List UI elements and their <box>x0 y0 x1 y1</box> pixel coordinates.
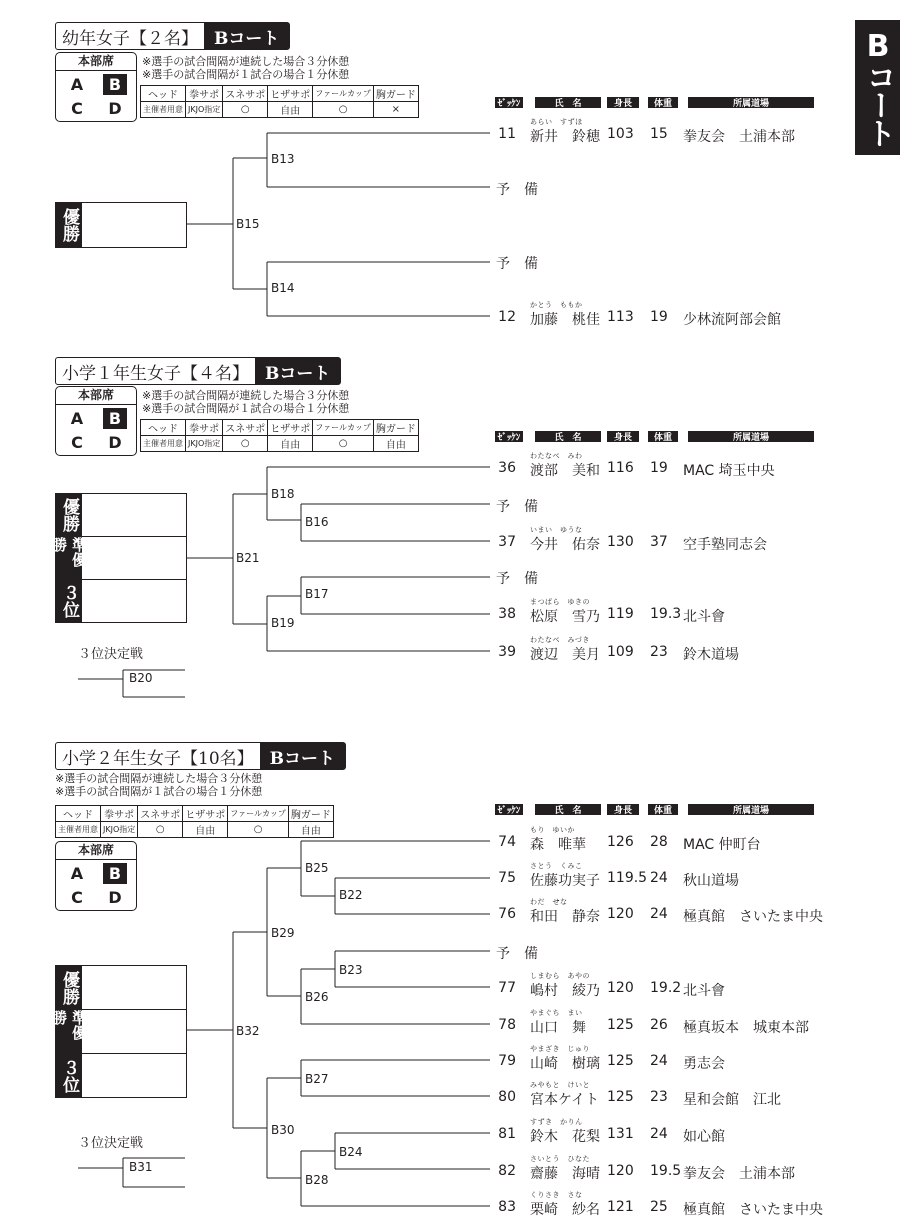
eq-fist-value: JKJO指定 <box>101 822 138 838</box>
seat-c: C <box>71 432 83 452</box>
entry-furigana: さとう くみこ <box>530 862 583 870</box>
entry-number: 39 <box>498 644 516 660</box>
entry-number: 83 <box>498 1199 516 1215</box>
note-line: ※選手の試合間隔が１試合の場合１分休憩 <box>142 402 350 415</box>
entry-weight: 25 <box>650 1199 668 1215</box>
entry-weight: 28 <box>650 834 668 850</box>
result-label: 準優勝 <box>56 1010 82 1053</box>
seat-a: A <box>70 863 84 883</box>
entry-row <box>0 1044 900 1070</box>
col-weight: 体重 <box>648 804 678 815</box>
headquarters-seat <box>55 386 137 456</box>
entry-row <box>0 897 900 923</box>
result-label: ３位 <box>56 1054 82 1097</box>
seat-header: 本部席 <box>56 842 136 860</box>
col-weight: 体重 <box>648 431 678 442</box>
col-name: 氏 名 <box>535 431 601 442</box>
entry-number: 78 <box>498 1017 516 1033</box>
entry-weight: 24 <box>650 1053 668 1069</box>
section-title-text: 小学１年生女子【４名】 <box>62 363 249 384</box>
col-weight: 体重 <box>648 97 678 108</box>
entry-number: 82 <box>498 1163 516 1179</box>
match-label: B30 <box>271 1123 295 1137</box>
entry-furigana: かとう ももか <box>530 301 583 309</box>
entry-furigana: わたなべ みわ <box>530 452 583 460</box>
entry-height: 130 <box>607 534 634 550</box>
entry-furigana: しまむら あやの <box>530 972 590 980</box>
note-line: ※選手の試合間隔が連続した場合３分休憩 <box>142 389 350 402</box>
entry-weight: 37 <box>650 534 668 550</box>
entry-dojo: 秋山道場 <box>683 873 739 889</box>
col-name: 氏 名 <box>535 804 601 815</box>
eq-knee-header: ヒザサポ <box>183 806 228 822</box>
entry-dojo: 極真館 さいたま中央 <box>683 1202 823 1218</box>
entry-height: 120 <box>607 906 634 922</box>
entry-height: 125 <box>607 1017 634 1033</box>
entry-weight: 19 <box>650 309 668 325</box>
entry-name: 渡部 美和 <box>530 463 600 479</box>
eq-fist-value: JKJO指定 <box>186 102 223 118</box>
eq-knee-value: 自由 <box>268 436 313 452</box>
entry-height: 125 <box>607 1089 634 1105</box>
entry-number: 79 <box>498 1053 516 1069</box>
eq-shin-value: ○ <box>223 436 268 452</box>
col-zekken: ｾﾞｯｹﾝ <box>495 97 523 108</box>
entry-dojo: 鈴木道場 <box>683 647 739 663</box>
entry-row <box>0 1190 900 1216</box>
entry-height: 121 <box>607 1199 634 1215</box>
entry-height: 119 <box>607 606 634 622</box>
match-label: B27 <box>305 1072 329 1086</box>
section-title-grade2-girls <box>55 742 346 770</box>
equipment-table <box>140 419 419 452</box>
entry-number: 80 <box>498 1089 516 1105</box>
entry-height: 126 <box>607 834 634 850</box>
entry-name: 和田 静奈 <box>530 909 600 925</box>
eq-knee-header: ヒザサポ <box>268 86 313 102</box>
entry-furigana: やまざき じゅり <box>530 1045 590 1053</box>
eq-head-value: 主催者用意 <box>141 436 186 452</box>
entry-row <box>0 525 900 551</box>
entry-name: 佐藤功実子 <box>530 873 600 889</box>
entry-number: 12 <box>498 309 516 325</box>
entry-height: 103 <box>607 126 634 142</box>
match-label: B32 <box>236 1024 260 1038</box>
note-line: ※選手の試合間隔が連続した場合３分休憩 <box>55 772 263 785</box>
entry-row <box>0 825 900 851</box>
match-label: B31 <box>129 1160 153 1174</box>
seat-b-active: B <box>103 863 127 884</box>
eq-fist-header: 拳サポ <box>101 806 138 822</box>
entry-weight: 23 <box>650 644 668 660</box>
col-dojo: 所属道場 <box>688 431 814 442</box>
entry-weight: 19 <box>650 460 668 476</box>
eq-cup-header: ファールカップ <box>313 86 374 102</box>
entry-name: 森 唯華 <box>530 837 586 853</box>
entry-furigana: くりさき さな <box>530 1191 583 1199</box>
match-label: B29 <box>271 926 295 940</box>
match-label: B16 <box>305 515 329 529</box>
entry-furigana: すずき かりん <box>530 1118 583 1126</box>
entry-dojo: 空手塾同志会 <box>683 537 767 553</box>
result-label: 優勝 <box>56 966 82 1009</box>
eq-cup-header: ファールカップ <box>228 806 289 822</box>
entry-height: 119.5 <box>607 870 648 886</box>
entry-height: 120 <box>607 1163 634 1179</box>
entry-row <box>0 597 900 623</box>
reserve-slot: 予 備 <box>496 182 538 198</box>
match-label: B26 <box>305 990 329 1004</box>
section-court-label: Bコート <box>204 23 289 49</box>
seat-b-active: B <box>103 74 127 95</box>
eq-cup-value: ○ <box>313 436 374 452</box>
entry-furigana: わたなべ みづき <box>530 636 590 644</box>
eq-head-value: 主催者用意 <box>56 822 101 838</box>
eq-head-header: ヘッド <box>56 806 101 822</box>
third-place-title: ３位決定戦 <box>78 647 144 662</box>
entry-height: 109 <box>607 644 634 660</box>
eq-knee-header: ヒザサポ <box>268 420 313 436</box>
eq-shin-value: ○ <box>138 822 183 838</box>
reserve-slot: 予 備 <box>496 499 538 515</box>
section-title-kindergarten-girls <box>55 22 290 50</box>
entry-name: 山口 舞 <box>530 1020 586 1036</box>
entry-weight: 24 <box>650 906 668 922</box>
entry-name: 宮本ケイト <box>530 1092 600 1108</box>
entry-name: 渡辺 美月 <box>530 647 600 663</box>
results-box <box>55 202 187 248</box>
entry-row <box>0 117 900 143</box>
eq-shin-value: ○ <box>223 102 268 118</box>
entry-dojo: 少林流阿部会館 <box>683 312 781 328</box>
eq-shin-header: スネサポ <box>138 806 183 822</box>
col-height: 身長 <box>607 97 639 108</box>
entry-number: 36 <box>498 460 516 476</box>
eq-chest-value: 自由 <box>373 436 418 452</box>
result-label: ３位 <box>56 580 82 622</box>
seat-d: D <box>108 98 122 118</box>
eq-head-header: ヘッド <box>141 420 186 436</box>
result-label: 準優勝 <box>56 537 82 579</box>
match-label: B19 <box>271 616 295 630</box>
entry-number: 11 <box>498 126 516 142</box>
entry-number: 74 <box>498 834 516 850</box>
entry-row <box>0 1080 900 1106</box>
entry-height: 125 <box>607 1053 634 1069</box>
entry-name: 齋藤 海晴 <box>530 1166 600 1182</box>
entry-name: 嶋村 綾乃 <box>530 983 600 999</box>
entry-weight: 15 <box>650 126 668 142</box>
result-label: 優勝 <box>56 203 82 247</box>
entry-row <box>0 971 900 997</box>
entry-weight: 19.2 <box>650 980 682 996</box>
entry-weight: 24 <box>650 870 668 886</box>
eq-shin-header: スネサポ <box>223 420 268 436</box>
note-line: ※選手の試合間隔が１試合の場合１分休憩 <box>142 68 350 81</box>
entry-dojo: 如心館 <box>683 1129 725 1145</box>
entry-name: 今井 佑奈 <box>530 537 600 553</box>
entry-dojo: 北斗會 <box>683 609 725 625</box>
entry-weight: 24 <box>650 1126 668 1142</box>
eq-cup-value: ○ <box>313 102 374 118</box>
match-label: B15 <box>236 217 260 231</box>
entry-furigana: やまぐち まい <box>530 1009 583 1017</box>
entry-dojo: 拳友会 土浦本部 <box>683 1166 795 1182</box>
eq-fist-header: 拳サポ <box>186 420 223 436</box>
seat-header: 本部席 <box>56 53 136 71</box>
entry-dojo: 極真坂本 城東本部 <box>683 1020 809 1036</box>
entry-height: 120 <box>607 980 634 996</box>
entry-furigana: あらい すずほ <box>530 118 583 126</box>
entry-weight: 19.5 <box>650 1163 682 1179</box>
entry-furigana: まつばら ゆきの <box>530 598 590 606</box>
col-zekken: ｾﾞｯｹﾝ <box>495 431 523 442</box>
seat-b-active: B <box>103 408 127 429</box>
entry-row <box>0 300 900 326</box>
eq-knee-value: 自由 <box>268 102 313 118</box>
match-label: B22 <box>339 888 363 902</box>
equipment-table <box>140 85 419 118</box>
entry-weight: 19.3 <box>650 606 682 622</box>
entry-dojo: 星和会館 江北 <box>683 1092 781 1108</box>
entry-number: 77 <box>498 980 516 996</box>
entry-name: 栗崎 紗名 <box>530 1202 600 1218</box>
entry-weight: 26 <box>650 1017 668 1033</box>
col-dojo: 所属道場 <box>688 97 814 108</box>
headquarters-seat <box>55 52 137 122</box>
match-label: B17 <box>305 587 329 601</box>
match-label: B23 <box>339 963 363 977</box>
entry-height: 116 <box>607 460 634 476</box>
match-label: B13 <box>271 152 295 166</box>
section-title-text: 幼年女子【２名】 <box>62 28 198 49</box>
eq-cup-value: ○ <box>228 822 289 838</box>
eq-chest-header: 胸ガード <box>373 420 418 436</box>
seat-d: D <box>108 887 122 907</box>
eq-fist-value: JKJO指定 <box>186 436 223 452</box>
seat-c: C <box>71 887 83 907</box>
entry-number: 76 <box>498 906 516 922</box>
seat-a: A <box>70 408 84 428</box>
eq-chest-value: × <box>373 102 418 118</box>
match-label: B25 <box>305 861 329 875</box>
result-label: 優勝 <box>56 494 82 536</box>
entry-name: 新井 鈴穂 <box>530 129 600 145</box>
eq-head-value: 主催者用意 <box>141 102 186 118</box>
seat-header: 本部席 <box>56 387 136 405</box>
col-zekken: ｾﾞｯｹﾝ <box>495 804 523 815</box>
col-height: 身長 <box>607 431 639 442</box>
match-label: B20 <box>129 671 153 685</box>
entry-height: 131 <box>607 1126 634 1142</box>
entry-weight: 23 <box>650 1089 668 1105</box>
entry-name: 鈴木 花梨 <box>530 1129 600 1145</box>
entry-dojo: MAC 埼玉中央 <box>683 463 775 479</box>
entry-furigana: わだ せな <box>530 898 568 906</box>
entry-row <box>0 1008 900 1034</box>
section-court-label: Bコート <box>260 743 345 769</box>
rest-notes <box>55 772 262 798</box>
reserve-slot: 予 備 <box>496 946 538 962</box>
col-height: 身長 <box>607 804 639 815</box>
entry-row <box>0 451 900 477</box>
third-place-title: ３位決定戦 <box>78 1136 144 1151</box>
entry-number: 75 <box>498 870 516 886</box>
entry-dojo: 勇志会 <box>683 1056 725 1072</box>
reserve-slot: 予 備 <box>496 571 538 587</box>
entry-number: 38 <box>498 606 516 622</box>
col-name: 氏 名 <box>535 97 601 108</box>
eq-chest-header: 胸ガード <box>288 806 333 822</box>
entry-height: 113 <box>607 309 634 325</box>
eq-head-header: ヘッド <box>141 86 186 102</box>
result-row-winner <box>56 203 186 247</box>
seat-c: C <box>71 98 83 118</box>
entry-dojo: 極真館 さいたま中央 <box>683 909 823 925</box>
entry-name: 山崎 樹璃 <box>530 1056 600 1072</box>
match-label: B21 <box>236 551 260 565</box>
entry-dojo: 拳友会 土浦本部 <box>683 129 795 145</box>
entry-dojo: 北斗會 <box>683 983 725 999</box>
entry-dojo: MAC 仲町台 <box>683 837 761 853</box>
match-label: B28 <box>305 1173 329 1187</box>
section-title-text: 小学２年生女子【10名】 <box>62 748 254 769</box>
note-line: ※選手の試合間隔が連続した場合３分休憩 <box>142 55 350 68</box>
match-label: B14 <box>271 281 295 295</box>
rest-notes <box>142 389 349 415</box>
court-tab: Bコート <box>855 20 900 155</box>
section-court-label: Bコート <box>255 358 340 384</box>
entry-number: 37 <box>498 534 516 550</box>
eq-chest-value: 自由 <box>288 822 333 838</box>
entry-furigana: さいとう ひなた <box>530 1155 590 1163</box>
entry-furigana: もり ゆいか <box>530 826 575 834</box>
seat-d: D <box>108 432 122 452</box>
section-title-grade1-girls <box>55 357 341 385</box>
entry-name: 加藤 桃佳 <box>530 312 600 328</box>
seat-a: A <box>70 74 84 94</box>
entry-furigana: みやもと けいと <box>530 1081 590 1089</box>
eq-chest-header: 胸ガード <box>373 86 418 102</box>
match-label: B24 <box>339 1145 363 1159</box>
entry-number: 81 <box>498 1126 516 1142</box>
eq-fist-header: 拳サポ <box>186 86 223 102</box>
note-line: ※選手の試合間隔が１試合の場合１分休憩 <box>55 785 263 798</box>
eq-shin-header: スネサポ <box>223 86 268 102</box>
match-label: B18 <box>271 487 295 501</box>
entry-row <box>0 861 900 887</box>
eq-knee-value: 自由 <box>183 822 228 838</box>
rest-notes <box>142 55 349 81</box>
entry-name: 松原 雪乃 <box>530 609 600 625</box>
eq-cup-header: ファールカップ <box>313 420 374 436</box>
col-dojo: 所属道場 <box>688 804 814 815</box>
entry-furigana: いまい ゆうな <box>530 526 583 534</box>
reserve-slot: 予 備 <box>496 256 538 272</box>
